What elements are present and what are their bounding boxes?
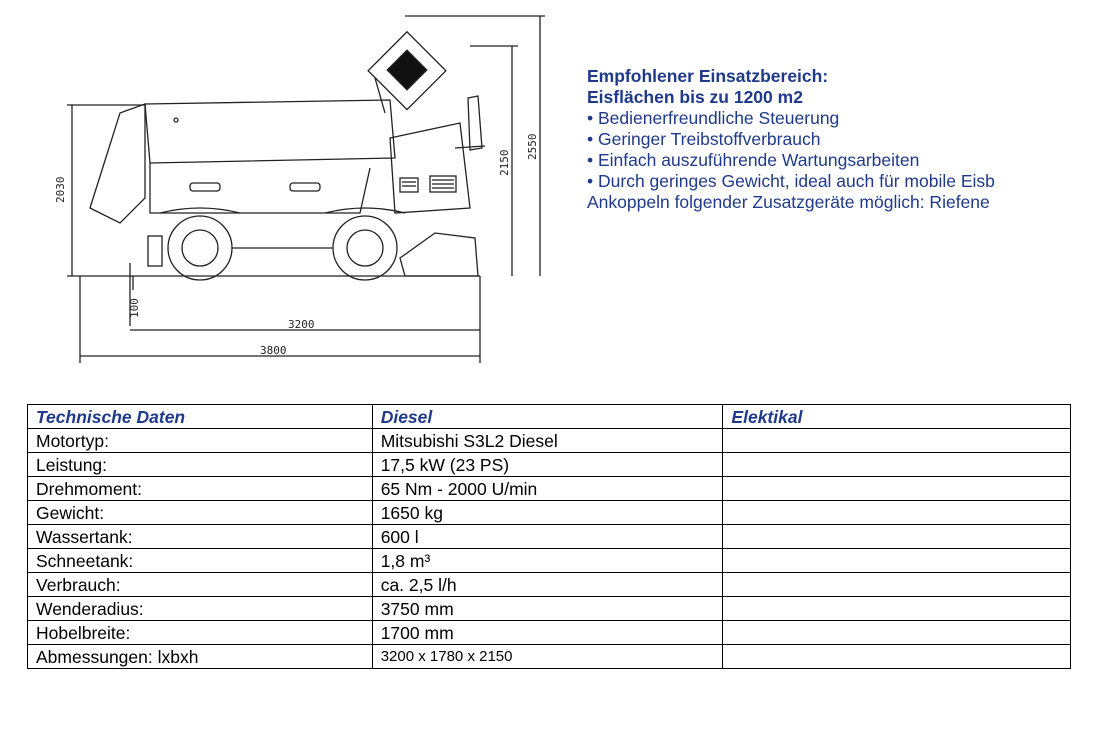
column-header-technische-daten: Technische Daten (28, 405, 373, 429)
spec-elektikal-value (723, 477, 1071, 501)
brush-outline (148, 236, 162, 266)
conditioner-outline (400, 233, 478, 276)
table-row (28, 549, 1071, 573)
spec-label: Gewicht: (28, 501, 373, 525)
spec-label: Drehmoment: (28, 477, 373, 501)
dimension-height-body: 2030 (54, 176, 67, 203)
table-header-row (28, 405, 1071, 429)
warning-sign-fill (387, 50, 427, 90)
dimension-height-total: 2550 (526, 133, 539, 160)
spec-elektikal-value (723, 429, 1071, 453)
table-row (28, 429, 1071, 453)
spec-diesel-value: 3200 x 1780 x 2150 (372, 645, 723, 669)
spec-label: Leistung: (28, 453, 373, 477)
machine-side-view-diagram (50, 8, 570, 368)
spec-diesel-value: Mitsubishi S3L2 Diesel (372, 429, 723, 453)
front-wheel-outer (333, 216, 397, 280)
column-header-diesel: Diesel (372, 405, 723, 429)
rear-wheel-outer (168, 216, 232, 280)
feature-bullet: • Einfach auszuführende Wartungsarbeiten (587, 150, 1108, 171)
engine-housing-outline (390, 123, 470, 213)
spec-label: Motortyp: (28, 429, 373, 453)
spec-elektikal-value (723, 645, 1071, 669)
spec-label: Verbrauch: (28, 573, 373, 597)
table-row (28, 477, 1071, 501)
spec-label: Hobelbreite: (28, 621, 373, 645)
spec-diesel-value: 65 Nm - 2000 U/min (372, 477, 723, 501)
table-row (28, 573, 1071, 597)
spec-label: Wassertank: (28, 525, 373, 549)
spec-elektikal-value (723, 597, 1071, 621)
spec-diesel-value: 1,8 m³ (372, 549, 723, 573)
body-top-outline (145, 100, 395, 163)
technical-data-table (27, 404, 1071, 669)
table-row (28, 501, 1071, 525)
spec-elektikal-value (723, 549, 1071, 573)
dimension-wheelbase-length: 3200 (288, 318, 315, 331)
seat-back-outline (468, 96, 482, 150)
spec-diesel-value: 600 l (372, 525, 723, 549)
spec-diesel-value: ca. 2,5 l/h (372, 573, 723, 597)
rear-wheel-inner (182, 230, 218, 266)
table-row (28, 645, 1071, 669)
dimension-height-seat: 2150 (498, 149, 511, 176)
spec-diesel-value: 3750 mm (372, 597, 723, 621)
spec-elektikal-value (723, 621, 1071, 645)
feature-bullet: • Geringer Treibstoffverbrauch (587, 129, 1108, 150)
attachments-note: Ankoppeln folgender Zusatzgeräte möglich: Riefene (587, 192, 990, 212)
table-row (28, 525, 1071, 549)
spec-elektikal-value (723, 573, 1071, 597)
front-wheel-inner (347, 230, 383, 266)
feature-bullet: • Durch geringes Gewicht, ideal auch für mobile Eisb (587, 171, 1108, 192)
dimension-overall-length: 3800 (260, 344, 287, 357)
table-row (28, 453, 1071, 477)
spec-label: Schneetank: (28, 549, 373, 573)
spec-diesel-value: 17,5 kW (23 PS) (372, 453, 723, 477)
feature-description (587, 66, 1108, 256)
body-side-outline (150, 163, 370, 213)
spec-diesel-value: 1650 kg (372, 501, 723, 525)
spec-diesel-value: 1700 mm (372, 621, 723, 645)
spec-label: Wenderadius: (28, 597, 373, 621)
spec-elektikal-value (723, 525, 1071, 549)
spec-elektikal-value (723, 501, 1071, 525)
table-row (28, 621, 1071, 645)
spec-elektikal-value (723, 453, 1071, 477)
ice-area-heading: Eisflächen bis zu 1200 m2 (587, 87, 803, 107)
feature-bullet: • Bedienerfreundliche Steuerung (587, 108, 1108, 129)
table-row (28, 597, 1071, 621)
dimension-ground-clearance: 100 (128, 298, 141, 318)
machine-drawing (50, 8, 570, 368)
snow-tank-outline (90, 104, 145, 223)
spec-label: Abmessungen: lxbxh (28, 645, 373, 669)
usage-heading: Empfohlener Einsatzbereich: (587, 66, 829, 86)
column-header-elektikal: Elektikal (723, 405, 1071, 429)
